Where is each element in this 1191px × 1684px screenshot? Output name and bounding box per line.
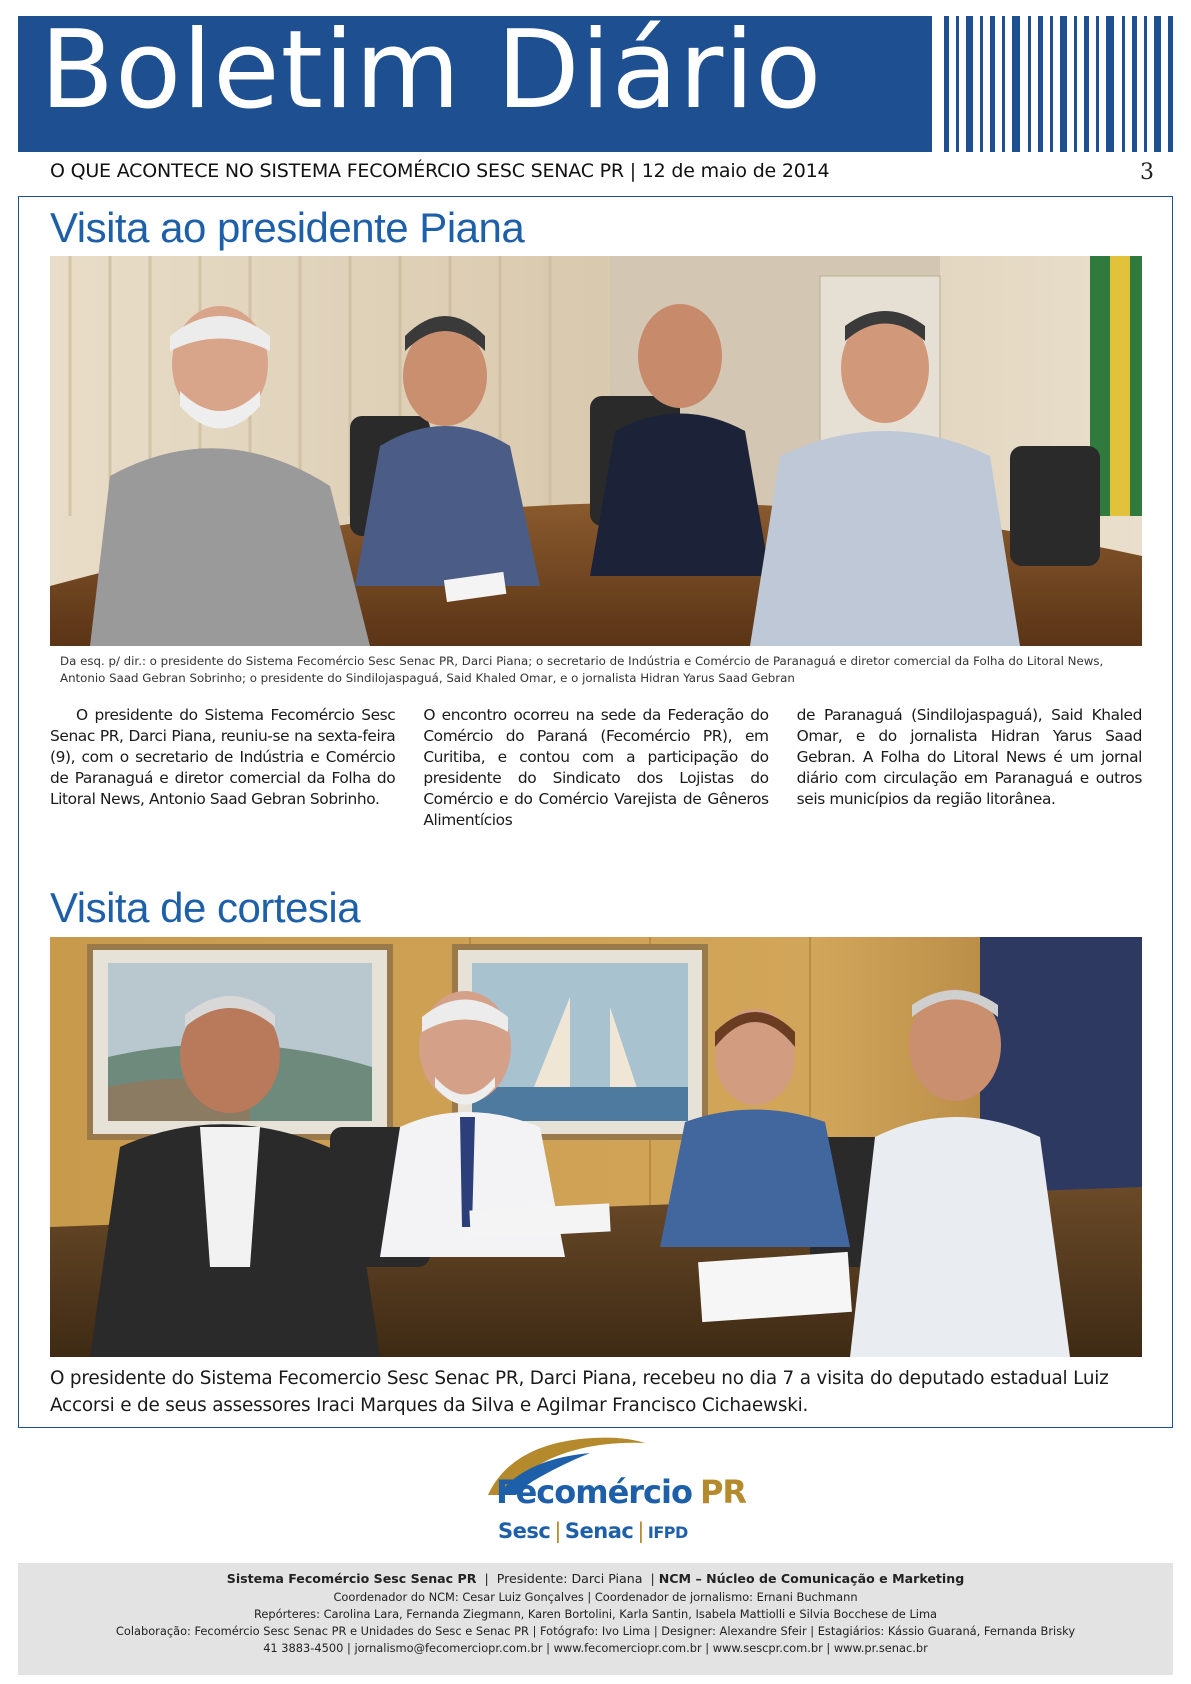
footer-line-collab: Colaboração: Fecomércio Sesc Senac PR e Unidades do Sesc e Senac PR | Fotógrafo: Ivo Lima | Designer: Alexandre Sfeir | Estagiários: Kássio Guaraná, Fernanda Brisky [115, 1624, 1076, 1638]
barcode-decoration [944, 16, 1174, 152]
page-number: 3 [1140, 160, 1154, 185]
article-paragraph: O presidente do Sistema Fecomércio Sesc Senac PR, Darci Piana, reuniu-se na sexta-feira (9), com o secretario de Indústria e Comércio de Paranaguá e diretor comercial da Folha do Litoral News, Antonio Saad Gebran Sobrinho. [50, 706, 396, 808]
logo-brand-text: Fecomércio PR [496, 1473, 747, 1511]
photo-caption-cortesia: O presidente do Sistema Fecomercio Sesc Senac PR, Darci Piana, recebeu no dia 7 a visita do deputado estadual Luiz Accorsi e de seus assessores Iraci Marques da Silva e Agilmar Francisco Cichaewski. [50, 1368, 1109, 1416]
footer-line-contacts: 41 3883-4500 | jornalismo@fecomerciopr.com.br | www.fecomerciopr.com.br | www.sescpr.com.br | www.pr.senac.br [263, 1641, 928, 1655]
meeting-photo-piana [50, 256, 1142, 646]
logo-sub-brands: Sesc | Senac | IFPD [498, 1519, 688, 1543]
fecomercio-logo [470, 1437, 760, 1557]
newsletter-title: Boletim Diário [40, 8, 823, 133]
meeting-photo-cortesia [50, 937, 1142, 1357]
newsletter-subtitle: O QUE ACONTECE NO SISTEMA FECOMÉRCIO SESC SENAC PR | 12 de maio de 2014 [50, 160, 830, 182]
photo-caption-piana: Da esq. p/ dir.: o presidente do Sistema Fecomércio Sesc Senac PR, Darci Piana; o secretario de Indústria e Comércio de Paranaguá e diretor comercial da Folha do Litoral News, Antonio Saad Gebran Sobrinho; o presidente do Sindilojaspaguá, Said Khaled Omar, e o jornalista Hidran Yarus Saad Gebran [60, 654, 1104, 685]
article-title-piana: Visita ao presidente Piana [50, 204, 525, 251]
article-paragraph: de Paranaguá (Sindilojaspaguá), Said Khaled Omar, e do jornalista Hidran Yarus Saad Gebran. A Folha do Litoral News é um jornal diário com circulação em Paranaguá e outros seis municípios da região litorânea. [796, 706, 1142, 808]
footer-credits [18, 1563, 1173, 1675]
footer-line-org: Sistema Fecomércio Sesc Senac PR | Presidente: Darci Piana | NCM – Núcleo de Comunicação e Marketing [226, 1571, 965, 1586]
article-paragraph: O encontro ocorreu na sede da Federação do Comércio do Paraná (Fecomércio PR), em Curitiba, e contou com a participação do presidente do Sindicato dos Lojistas do Comércio e do Comércio Varejista de Gêneros Alimentícios [423, 706, 769, 829]
article-body-piana [50, 705, 1142, 831]
footer-line-reporters: Repórteres: Carolina Lara, Fernanda Ziegmann, Karen Bortolini, Karla Santin, Isabela Mattiolli e Silvia Bocchese de Lima [253, 1607, 938, 1621]
footer-line-coord: Coordenador do NCM: Cesar Luiz Gonçalves | Coordenador de jornalismo: Ernani Buchmann [333, 1590, 858, 1604]
masthead-banner [18, 8, 932, 152]
article-title-cortesia: Visita de cortesia [50, 884, 361, 931]
